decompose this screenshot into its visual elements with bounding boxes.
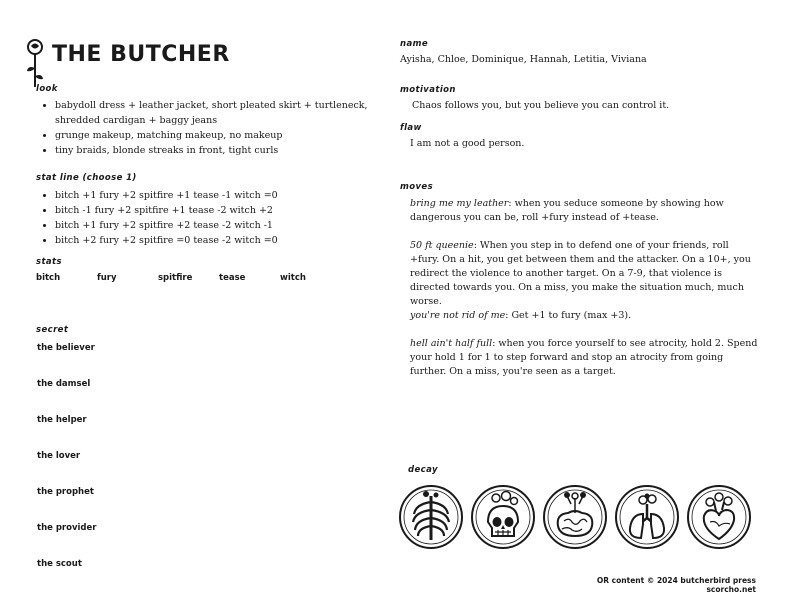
stat-line-option[interactable]: • bitch +1 fury +2 spitfire +1 tease -1 witch =0 <box>55 188 385 203</box>
look-label: look <box>36 84 58 94</box>
stat-line-option[interactable]: • bitch +2 fury +2 spitfire =0 tease -2 witch =0 <box>55 233 385 248</box>
move-item <box>410 197 760 225</box>
footer-credit: OR content © 2024 butcherbird press <box>596 576 756 585</box>
moves-label: moves <box>400 182 434 192</box>
move-name: hell ain't half full <box>410 338 493 349</box>
motivation-value: Chaos follows you, but you believe you can control it. <box>412 100 670 111</box>
secret-lover[interactable]: the lover <box>37 451 81 461</box>
name-label: name <box>400 39 429 49</box>
move-name: you're not rid of me <box>410 310 506 321</box>
secret-provider[interactable]: the provider <box>37 523 97 533</box>
secret-helper[interactable]: the helper <box>37 415 87 425</box>
secret-scout[interactable]: the scout <box>37 559 82 569</box>
stat-tease[interactable]: tease <box>219 273 246 283</box>
move-text: : When you step in to defend one of your friends, roll +fury. On a hit, you get between them and the attacker. On a 10+, you redirect the violence to another target. On a 7-9, that violence is directed towards you. On a miss, you make the situation much, much worse. <box>410 240 751 307</box>
footer-website[interactable]: scorcho.net <box>706 585 756 594</box>
stat-witch[interactable]: witch <box>280 273 306 283</box>
move-item <box>410 239 760 309</box>
ribcage-flower-icon[interactable] <box>398 484 464 550</box>
rose-logo-icon <box>24 38 46 88</box>
secret-label: secret <box>36 325 69 335</box>
stat-fury[interactable]: fury <box>97 273 117 283</box>
flaw-label: flaw <box>400 123 422 133</box>
secret-prophet[interactable]: the prophet <box>37 487 94 497</box>
stat-bitch[interactable]: bitch <box>36 273 61 283</box>
look-item: • grunge makeup, matching makeup, no makeup <box>55 128 400 143</box>
motivation-label: motivation <box>400 85 456 95</box>
move-text: : when you force yourself to see atrocity, hold 2. Spend your hold 1 for 1 to step forward and stop an atrocity from going further. On a miss, you're seen as a target. <box>410 338 758 377</box>
move-name: 50 ft queenie <box>410 240 474 251</box>
skull-flower-icon[interactable] <box>470 484 536 550</box>
look-item: • tiny braids, blonde streaks in front, tight curls <box>55 143 400 158</box>
move-text: : Get +1 to fury (max +3). <box>505 310 632 321</box>
stat-spitfire[interactable]: spitfire <box>158 273 193 283</box>
heart-flower-icon[interactable] <box>686 484 752 550</box>
flaw-value: I am not a good person. <box>410 138 525 149</box>
move-item <box>410 337 760 379</box>
move-item <box>410 309 760 323</box>
look-list <box>37 98 400 158</box>
stat-line-option[interactable]: • bitch +1 fury +2 spitfire +2 tease -2 witch -1 <box>55 218 385 233</box>
decay-label: decay <box>408 465 438 475</box>
lungs-flower-icon[interactable] <box>614 484 680 550</box>
brain-flower-icon[interactable] <box>542 484 608 550</box>
move-text: : when you seduce someone by showing how dangerous you can be, roll +fury instead of +tease. <box>410 198 724 223</box>
secret-believer[interactable]: the believer <box>37 343 95 353</box>
stat-line-label: stat line (choose 1) <box>36 173 137 183</box>
stat-line-list <box>37 188 385 248</box>
stat-line-option[interactable]: • bitch -1 fury +2 spitfire +1 tease -2 witch +2 <box>55 203 385 218</box>
page-title: THE BUTCHER <box>52 42 230 67</box>
footer <box>597 576 756 594</box>
secret-damsel[interactable]: the damsel <box>37 379 91 389</box>
name-value: Ayisha, Chloe, Dominique, Hannah, Letitia, Viviana <box>400 54 647 65</box>
stats-label: stats <box>36 257 62 267</box>
look-item: • babydoll dress + leather jacket, short pleated skirt + turtleneck, shredded cardigan + baggy jeans <box>55 98 400 128</box>
move-name: bring me my leather <box>410 198 509 209</box>
